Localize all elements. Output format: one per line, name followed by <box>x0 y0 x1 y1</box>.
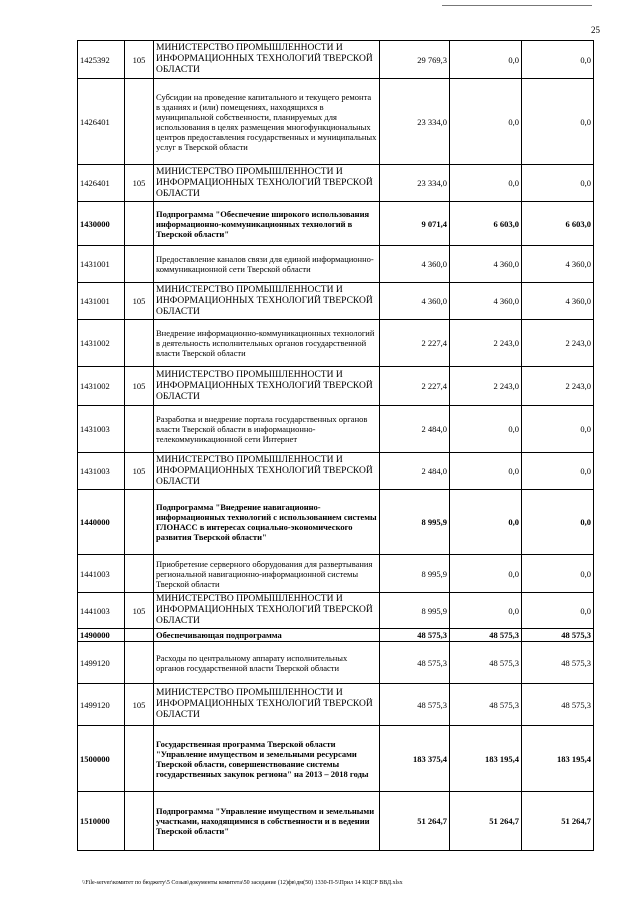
amount-cell-2: 48 575,3 <box>450 629 522 642</box>
amount-cell-3: 4 360,0 <box>522 283 594 320</box>
amount-cell-3: 2 243,0 <box>522 320 594 367</box>
amount-cell-3: 0,0 <box>522 165 594 202</box>
table-row <box>78 283 594 320</box>
table-row <box>78 792 594 851</box>
description-cell: МИНИСТЕРСТВО ПРОМЫШЛЕННОСТИ И ИНФОРМАЦИОННЫХ ТЕХНОЛОГИЙ ТВЕРСКОЙ ОБЛАСТИ <box>154 684 380 726</box>
code-cell: 1425392 <box>78 41 125 79</box>
department-cell: 105 <box>125 165 154 202</box>
amount-cell-1: 48 575,3 <box>380 629 450 642</box>
amount-cell-2: 6 603,0 <box>450 202 522 246</box>
amount-cell-2: 0,0 <box>450 593 522 629</box>
amount-cell-2: 2 243,0 <box>450 320 522 367</box>
code-cell: 1500000 <box>78 726 125 792</box>
amount-cell-3: 0,0 <box>522 453 594 490</box>
department-cell: 105 <box>125 41 154 79</box>
code-cell: 1510000 <box>78 792 125 851</box>
description-cell: Обеспечивающая подпрограмма <box>154 629 380 642</box>
amount-cell-2: 2 243,0 <box>450 367 522 406</box>
amount-cell-1: 48 575,3 <box>380 684 450 726</box>
department-cell <box>125 246 154 283</box>
amount-cell-2: 0,0 <box>450 41 522 79</box>
amount-cell-3: 48 575,3 <box>522 642 594 684</box>
department-cell <box>125 406 154 453</box>
page-number: 25 <box>591 25 600 35</box>
department-cell <box>125 490 154 555</box>
amount-cell-2: 4 360,0 <box>450 246 522 283</box>
department-cell <box>125 79 154 165</box>
amount-cell-1: 48 575,3 <box>380 642 450 684</box>
table-row <box>78 642 594 684</box>
amount-cell-1: 183 375,4 <box>380 726 450 792</box>
code-cell: 1431002 <box>78 320 125 367</box>
amount-cell-1: 4 360,0 <box>380 283 450 320</box>
amount-cell-1: 8 995,9 <box>380 593 450 629</box>
description-cell: Расходы по центральному аппарату исполнительных органов государственной власти Тверской области <box>154 642 380 684</box>
description-cell: МИНИСТЕРСТВО ПРОМЫШЛЕННОСТИ И ИНФОРМАЦИОННЫХ ТЕХНОЛОГИЙ ТВЕРСКОЙ ОБЛАСТИ <box>154 283 380 320</box>
code-cell: 1430000 <box>78 202 125 246</box>
department-cell: 105 <box>125 283 154 320</box>
amount-cell-3: 48 575,3 <box>522 684 594 726</box>
amount-cell-3: 183 195,4 <box>522 726 594 792</box>
code-cell: 1431001 <box>78 246 125 283</box>
amount-cell-2: 0,0 <box>450 165 522 202</box>
code-cell: 1499120 <box>78 642 125 684</box>
amount-cell-1: 2 484,0 <box>380 453 450 490</box>
table-row <box>78 367 594 406</box>
table-row <box>78 320 594 367</box>
amount-cell-1: 29 769,3 <box>380 41 450 79</box>
department-cell <box>125 629 154 642</box>
code-cell: 1441003 <box>78 593 125 629</box>
amount-cell-3: 0,0 <box>522 593 594 629</box>
file-path-footer: \\File-server\комитет по бюджету\5 Созыв\документы комитета\50 заседание (12)фв\дм(50) 1330-П-5\Прил 14 КЦСР ВВД.xlsx <box>82 880 403 886</box>
description-cell: МИНИСТЕРСТВО ПРОМЫШЛЕННОСТИ И ИНФОРМАЦИОННЫХ ТЕХНОЛОГИЙ ТВЕРСКОЙ ОБЛАСТИ <box>154 453 380 490</box>
amount-cell-3: 0,0 <box>522 406 594 453</box>
table-row <box>78 41 594 79</box>
description-cell: Разработка и внедрение портала государственных органов власти Тверской области в информационно-телекоммуникационной сети Интернет <box>154 406 380 453</box>
amount-cell-2: 48 575,3 <box>450 684 522 726</box>
amount-cell-3: 48 575,3 <box>522 629 594 642</box>
header-rule <box>442 5 592 6</box>
amount-cell-1: 9 071,4 <box>380 202 450 246</box>
amount-cell-2: 183 195,4 <box>450 726 522 792</box>
description-cell: МИНИСТЕРСТВО ПРОМЫШЛЕННОСТИ И ИНФОРМАЦИОННЫХ ТЕХНОЛОГИЙ ТВЕРСКОЙ ОБЛАСТИ <box>154 367 380 406</box>
table-row <box>78 684 594 726</box>
budget-table-body <box>78 41 594 851</box>
department-cell: 105 <box>125 453 154 490</box>
code-cell: 1490000 <box>78 629 125 642</box>
amount-cell-1: 2 484,0 <box>380 406 450 453</box>
description-cell: Подпрограмма "Обеспечение широкого использования информационно-коммуникационных технологий в Тверской области" <box>154 202 380 246</box>
amount-cell-1: 8 995,9 <box>380 490 450 555</box>
department-cell <box>125 642 154 684</box>
amount-cell-1: 23 334,0 <box>380 165 450 202</box>
amount-cell-3: 4 360,0 <box>522 246 594 283</box>
code-cell: 1441003 <box>78 555 125 593</box>
description-cell: МИНИСТЕРСТВО ПРОМЫШЛЕННОСТИ И ИНФОРМАЦИОННЫХ ТЕХНОЛОГИЙ ТВЕРСКОЙ ОБЛАСТИ <box>154 593 380 629</box>
description-cell: Подпрограмма "Управление имуществом и земельными участками, находящимися в собственности и в ведении Тверской области" <box>154 792 380 851</box>
description-cell: Подпрограмма "Внедрение навигационно-информационных технологий с использованием системы ГЛОНАСС в интересах социально-экономического развития Тверской области" <box>154 490 380 555</box>
code-cell: 1426401 <box>78 165 125 202</box>
department-cell: 105 <box>125 684 154 726</box>
amount-cell-3: 6 603,0 <box>522 202 594 246</box>
department-cell <box>125 555 154 593</box>
description-cell: Государственная программа Тверской области "Управление имуществом и земельными ресурсами Тверской области, совершенствование системы государственных закупок региона" на 2013 – 2018 годы <box>154 726 380 792</box>
amount-cell-3: 0,0 <box>522 555 594 593</box>
table-row <box>78 726 594 792</box>
amount-cell-1: 2 227,4 <box>380 367 450 406</box>
department-cell <box>125 202 154 246</box>
amount-cell-2: 0,0 <box>450 406 522 453</box>
amount-cell-3: 0,0 <box>522 490 594 555</box>
table-row <box>78 593 594 629</box>
code-cell: 1431002 <box>78 367 125 406</box>
table-row <box>78 629 594 642</box>
amount-cell-2: 0,0 <box>450 555 522 593</box>
amount-cell-2: 48 575,3 <box>450 642 522 684</box>
amount-cell-3: 2 243,0 <box>522 367 594 406</box>
table-row <box>78 165 594 202</box>
amount-cell-3: 51 264,7 <box>522 792 594 851</box>
amount-cell-1: 51 264,7 <box>380 792 450 851</box>
amount-cell-1: 4 360,0 <box>380 246 450 283</box>
table-row <box>78 453 594 490</box>
amount-cell-3: 0,0 <box>522 41 594 79</box>
department-cell <box>125 792 154 851</box>
amount-cell-1: 2 227,4 <box>380 320 450 367</box>
table-row <box>78 79 594 165</box>
code-cell: 1431001 <box>78 283 125 320</box>
amount-cell-1: 23 334,0 <box>380 79 450 165</box>
department-cell <box>125 320 154 367</box>
department-cell <box>125 726 154 792</box>
amount-cell-1: 8 995,9 <box>380 555 450 593</box>
department-cell: 105 <box>125 593 154 629</box>
description-cell: МИНИСТЕРСТВО ПРОМЫШЛЕННОСТИ И ИНФОРМАЦИОННЫХ ТЕХНОЛОГИЙ ТВЕРСКОЙ ОБЛАСТИ <box>154 165 380 202</box>
amount-cell-2: 4 360,0 <box>450 283 522 320</box>
description-cell: Приобретение серверного оборудования для развертывания региональной навигационно-информационной системы Тверской области <box>154 555 380 593</box>
code-cell: 1499120 <box>78 684 125 726</box>
table-row <box>78 246 594 283</box>
description-cell: Внедрение информационно-коммуникационных технологий в деятельность исполнительных органов государственной власти Тверской области <box>154 320 380 367</box>
amount-cell-2: 51 264,7 <box>450 792 522 851</box>
budget-table <box>77 40 594 851</box>
description-cell: Субсидии на проведение капитального и текущего ремонта в зданиях и (или) помещениях, находящихся в муниципальной собственности, планируемых для использования в целях размещения многофункциональных центров предоставления государственных и муниципальных услуг в Тверской области <box>154 79 380 165</box>
code-cell: 1431003 <box>78 453 125 490</box>
amount-cell-2: 0,0 <box>450 453 522 490</box>
table-row <box>78 555 594 593</box>
table-row <box>78 202 594 246</box>
amount-cell-3: 0,0 <box>522 79 594 165</box>
code-cell: 1440000 <box>78 490 125 555</box>
table-row <box>78 490 594 555</box>
code-cell: 1426401 <box>78 79 125 165</box>
amount-cell-2: 0,0 <box>450 79 522 165</box>
description-cell: МИНИСТЕРСТВО ПРОМЫШЛЕННОСТИ И ИНФОРМАЦИОННЫХ ТЕХНОЛОГИЙ ТВЕРСКОЙ ОБЛАСТИ <box>154 41 380 79</box>
department-cell: 105 <box>125 367 154 406</box>
description-cell: Предоставление каналов связи для единой информационно-коммуникационной сети Тверской области <box>154 246 380 283</box>
amount-cell-2: 0,0 <box>450 490 522 555</box>
code-cell: 1431003 <box>78 406 125 453</box>
table-row <box>78 406 594 453</box>
